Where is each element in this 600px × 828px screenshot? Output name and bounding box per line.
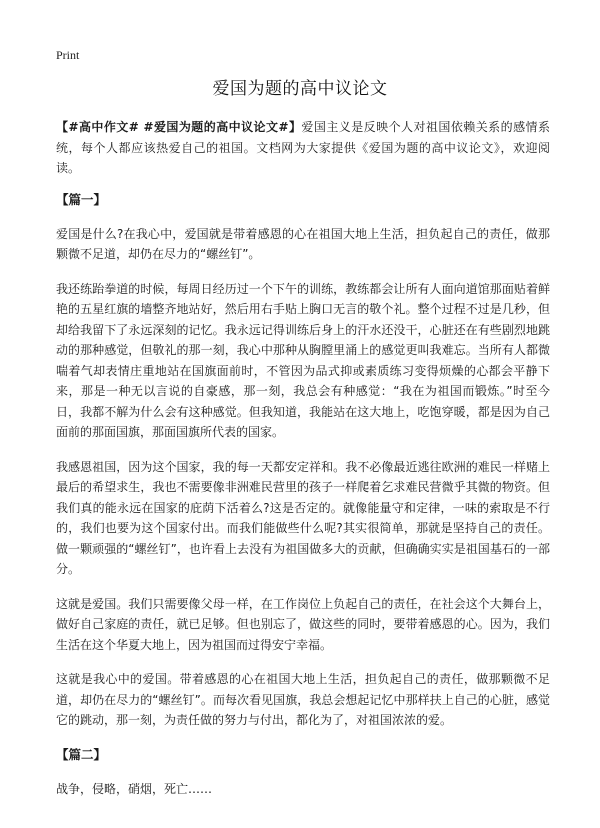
print-link[interactable]: Print (56, 48, 80, 62)
section-1-paragraph-1: 爱国是什么?在我心中，爱国就是带着感恩的心在祖国大地上生活，担负起自己的责任，做那颗微不足道，却仍在尽力的“螺丝钉”。 (56, 226, 550, 261)
intro-paragraph (56, 117, 550, 179)
section-1-paragraph-4: 这就是爱国。我们只需要像父母一样，在工作岗位上负起自己的责任，在社会这个大舞台上，做好自己家庭的责任，就已足够。但也别忘了，做这些的同时，要带着感恩的心。因为，我们生活在这个华夏大地上，因为祖国而过得安宁幸福。 (56, 596, 550, 652)
section-1-paragraph-2: 我还练跆拳道的时候，每周日经历过一个下午的训练，教练都会让所有人面向道馆那面贴着鲜艳的五星红旗的墙整齐地站好，然后用右手贴上胸口无言的敬个礼。整个过程不过是几秒，但却给我留下了永远深刻的记忆。我永远记得训练后身上的汗水还没干，心脏还在有些剧烈地跳动的那种感觉，但敬礼的那一刻，我心中那种从胸膛里涌上的感觉更叫我难忘。当所有人都微喘着气却表情庄重地站在国旗面前时，不管因为品式抑或素质练习变得烦燥的心都会平静下来，那是一种无以言说的自豪感，那一刻，我总会有种感觉：“我在为祖国而锻炼。”时至今日，我都不解为什么会有这种感觉。但我知道，我能站在这大地上，吃饱穿暖，都是因为自己面前的那面国旗，那面国旗所代表的国家。 (56, 281, 550, 439)
section-2-paragraph-1: 战争，侵略，硝烟，死亡…… (56, 781, 213, 796)
page-title: 爱国为题的高中议论文 (212, 79, 388, 99)
section-1-paragraph-5: 这就是我心中的爱国。带着感恩的心在祖国大地上生活，担负起自己的责任，做那颗微不足道，却仍在尽力的“螺丝钉”。而每次看见国旗，我总会想起记忆中那样扶上自己的心脏，感觉它的跳动，那一刻，为责任做的努力与付出，都化为了，对祖国浓浓的爱。 (56, 672, 550, 727)
section-heading-1: 【篇一】 (56, 191, 107, 207)
section-1-paragraph-3: 我感恩祖国，因为这个国家，我的每一天都安定祥和。我不必像最近逃往欧洲的难民一样赌上最后的希望求生，我也不需要像非洲难民营里的孩子一样爬着乞求难民营微乎其微的物资。但我们真的能永远在国家的庇荫下活着么?这是否定的。就像能量守和定律，一味的索取是不行的，我们也要为这个国家付出。而我们能做些什么呢?其实很简单，那就是坚持自己的责任。做一颗顽强的“螺丝钉”，也许看上去没有为祖国做多大的贡献，但确确实实是祖国基石的一部分。 (56, 459, 550, 576)
section-heading-2: 【篇二】 (56, 746, 107, 762)
article-body (56, 117, 550, 799)
intro-text: 爱国主义是反映个人对祖国依赖关系的感情系统，每个人都应该热爱自己的祖国。文档网为大家提供《爱国为题的高中议论文》，欢迎阅读。 (56, 120, 550, 175)
intro-tags: 【#高中作文# #爱国为题的高中议论文#】 (56, 120, 302, 134)
